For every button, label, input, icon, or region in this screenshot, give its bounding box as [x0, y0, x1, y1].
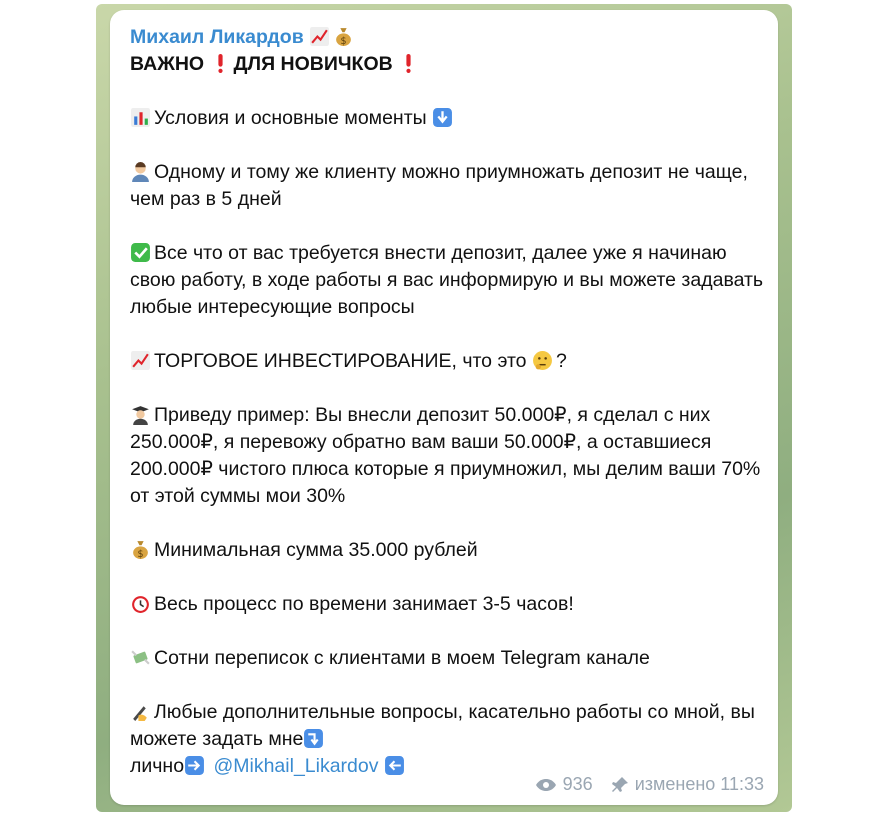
bar-chart-icon: [130, 107, 151, 128]
money-wings-icon: [130, 647, 151, 668]
paragraph-trading: ТОРГОВОЕ ИНВЕСТИРОВАНИЕ, что это ?: [130, 348, 766, 375]
svg-text:$: $: [340, 35, 347, 47]
alarm-clock-icon: [130, 593, 151, 614]
chart-up-icon: [309, 26, 330, 47]
svg-text:$: $: [137, 548, 144, 560]
paragraph-questions: Любые дополнительные вопросы, касательно работы со мной, вы можете задать мне: [130, 701, 755, 750]
writing-hand-icon: [130, 701, 151, 722]
sender-name[interactable]: Михаил Ликардов: [130, 26, 304, 48]
message-bubble[interactable]: [110, 10, 778, 805]
paragraph-conditions: Условия и основные моменты: [130, 105, 766, 132]
sender-line: [130, 24, 766, 51]
arrow-down-curve-icon: [303, 728, 324, 749]
thinking-face-icon: [532, 350, 553, 371]
arrow-left-icon: [384, 755, 405, 776]
message-content: [130, 24, 766, 780]
paragraph-duration: Весь процесс по времени занимает 3-5 часов!: [130, 591, 766, 618]
exclamation-icon: [210, 53, 231, 74]
view-count: 936: [562, 774, 593, 794]
paragraph-minimum: $ Минимальная сумма 35.000 рублей: [130, 537, 766, 564]
paragraph-requirements: Все что от вас требуется внести депозит, далее уже я начинаю свою работу, в ходе работы я вас информирую и вы можете задавать любые интересующие вопросы: [130, 242, 764, 318]
paragraph-contact: лично @Mikhail_Likardov: [130, 753, 766, 780]
chart-up-icon: [130, 350, 151, 371]
paragraph-telegram: Сотни переписок с клиентами в моем Telegram канале: [130, 645, 766, 672]
check-icon: [130, 242, 151, 263]
arrow-down-icon: [432, 107, 453, 128]
paragraph-example: Приведу пример: Вы внесли депозит 50.000₽, я сделал с них 250.000₽, я перевожу обратно вам ваши 50.000₽, а оставшиеся 200.000₽ чистого плюса которые я приумножил, мы делим ваши 70% от этой суммы мои 30%: [130, 404, 761, 507]
arrow-right-icon: [184, 755, 205, 776]
pin-icon[interactable]: [611, 776, 629, 794]
message-meta: [535, 774, 764, 795]
message-heading: ВАЖНО ДЛЯ НОВИЧКОВ: [130, 51, 766, 78]
exclamation-icon: [398, 53, 419, 74]
username-link[interactable]: @Mikhail_Likardov: [213, 755, 379, 777]
paragraph-deposit-frequency: Одному и тому же клиенту можно приумножать депозит не чаще, чем раз в 5 дней: [130, 161, 748, 210]
eye-icon: [535, 778, 557, 792]
man-icon: [130, 161, 151, 182]
graduate-icon: [130, 404, 151, 425]
money-bag-icon: [333, 26, 354, 47]
money-bag-icon: [130, 539, 151, 560]
edited-timestamp: изменено 11:33: [634, 774, 764, 794]
